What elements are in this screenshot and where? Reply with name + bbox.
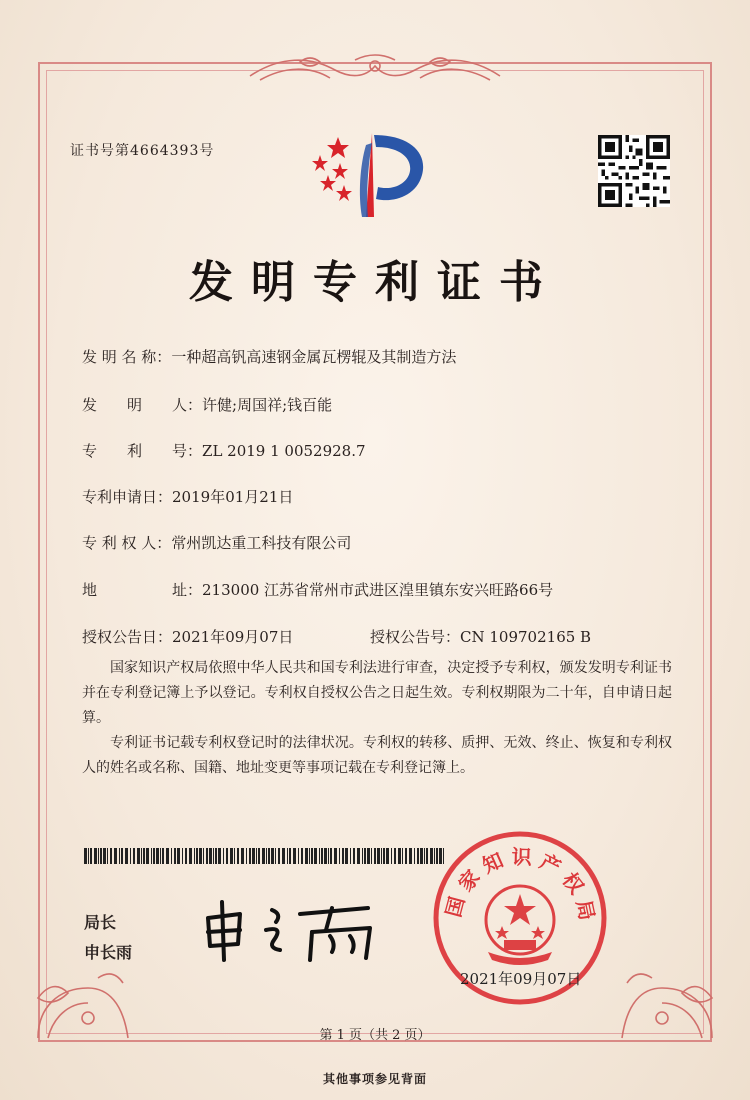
barcode-bar — [133, 848, 135, 864]
barcode-bar — [266, 848, 267, 864]
barcode-bar — [156, 848, 159, 864]
barcode-bar — [203, 848, 204, 864]
barcode-bar — [364, 848, 366, 864]
barcode-bar — [171, 848, 172, 864]
barcode-bar — [319, 848, 320, 864]
barcode-bar — [143, 848, 145, 864]
seal-date: 2021年09月07日 — [460, 970, 582, 988]
barcode-bar — [114, 848, 117, 864]
inventors-value: 许健;周国祥;钱百能 — [202, 396, 333, 414]
director-name: 申长雨 — [84, 943, 133, 962]
barcode-bar — [256, 848, 257, 864]
barcode-bar — [98, 848, 99, 864]
barcode-bar — [218, 848, 221, 864]
barcode-bar — [293, 848, 296, 864]
barcode-bar — [405, 848, 407, 864]
filing-date-value: 2019年01月21日 — [172, 488, 294, 506]
barcode-bar — [226, 848, 228, 864]
barcode-bar — [141, 848, 142, 864]
barcode-bar — [177, 848, 180, 864]
barcode-bar — [213, 848, 214, 864]
barcode-bar — [374, 848, 376, 864]
barcode-bar — [309, 848, 310, 864]
barcode-bar — [151, 848, 152, 864]
barcode-bar — [121, 848, 123, 864]
barcode-bar — [271, 848, 274, 864]
patentee-label: 专 利 权 人： — [82, 534, 172, 552]
barcode-bar — [88, 848, 89, 864]
barcode-bar — [146, 848, 149, 864]
barcode-bar — [420, 848, 423, 864]
barcode-bar — [334, 848, 337, 864]
barcode-bar — [94, 848, 97, 864]
footer-note: 其他事项参见背面 — [322, 1072, 427, 1086]
barcode-bar — [84, 848, 87, 864]
barcode-bar — [196, 848, 198, 864]
barcode-bar — [206, 848, 208, 864]
barcode-bar — [209, 848, 212, 864]
barcode-bar — [103, 848, 106, 864]
invention-name-value: 一种超高钒高速钢金属瓦楞辊及其制造方法 — [171, 348, 457, 366]
barcode-bar — [391, 848, 392, 864]
barcode-bar — [130, 848, 131, 864]
barcode-bar — [301, 848, 303, 864]
director-title: 局长 — [84, 913, 117, 932]
field-inventors — [82, 394, 332, 415]
barcode-bar — [185, 848, 187, 864]
barcode-bar — [249, 848, 251, 864]
barcode-bar — [189, 848, 192, 864]
barcode-bar — [381, 848, 382, 864]
barcode-bar — [339, 848, 340, 864]
patent-no-value: ZL 2019 1 0052928.7 — [202, 442, 366, 460]
field-address — [82, 579, 553, 600]
barcode-bar — [417, 848, 419, 864]
filing-date-label: 专利申请日： — [82, 488, 173, 506]
barcode-bar — [394, 848, 396, 864]
barcode-bar — [199, 848, 202, 864]
seal-text: 国家知识产权局 — [441, 844, 600, 923]
barcode-bar — [258, 848, 260, 864]
grant-no-label: 授权公告号： — [370, 628, 461, 646]
barcode-bar — [160, 848, 161, 864]
certificate-number: 证书号第4664393号 — [70, 143, 215, 159]
barcode-bar — [367, 848, 370, 864]
field-patentee — [82, 532, 351, 553]
barcode-bar — [237, 848, 239, 864]
address-value: 213000 江苏省常州市武进区湟里镇东安兴旺路66号 — [202, 581, 554, 599]
barcode-bar — [426, 848, 428, 864]
barcode-bar — [330, 848, 332, 864]
grant-no-value: CN 109702165 B — [460, 628, 592, 646]
barcode-bar — [409, 848, 412, 864]
field-grant-date — [82, 626, 293, 647]
barcode-bar — [182, 848, 183, 864]
qr-code[interactable] — [598, 135, 670, 207]
barcode-bar — [386, 848, 389, 864]
barcode-bar — [424, 848, 425, 864]
notice-paragraph-2: 专利证书记载专利权登记时的法律状况。专利权的转移、质押、无效、终止、恢复和专利权人的姓名或名称、国籍、地址变更等事项记载在专利登记簿上。 — [82, 735, 672, 776]
top-ornament — [240, 52, 510, 92]
barcode-bar — [398, 848, 401, 864]
barcode-bar — [110, 848, 112, 864]
barcode-bar — [357, 848, 360, 864]
barcode-bar — [194, 848, 195, 864]
cnipa-logo — [300, 125, 430, 225]
barcode-bar — [215, 848, 217, 864]
field-invention-name — [82, 346, 456, 367]
barcode-bar — [90, 848, 92, 864]
certificate-title: 发明专利证书 — [189, 257, 561, 308]
barcode-bar — [414, 848, 415, 864]
barcode-bar — [314, 848, 317, 864]
notice-paragraph-1: 国家知识产权局依照中华人民共和国专利法进行审查，决定授予专利权，颁发发明专利证书并在专利登记簿上予以登记。专利权自授权公告之日起生效。专利权期限为二十年，自申请日起算。 — [82, 660, 672, 726]
barcode-bar — [234, 848, 235, 864]
barcode-bar — [262, 848, 265, 864]
field-grant-no — [370, 626, 591, 647]
grant-date-label: 授权公告日： — [82, 628, 173, 646]
barcode-bar — [345, 848, 348, 864]
barcode-bar — [282, 848, 285, 864]
notice-block — [82, 656, 672, 781]
inventors-label: 发 明 人： — [82, 396, 203, 414]
barcode-bar — [362, 848, 363, 864]
barcode-bar — [252, 848, 255, 864]
barcode-bar — [342, 848, 344, 864]
barcode-bar — [383, 848, 385, 864]
barcode-bar — [287, 848, 288, 864]
invention-name-label: 发 明 名 称： — [82, 348, 172, 366]
barcode-bar — [298, 848, 299, 864]
barcode-bar — [166, 848, 169, 864]
patentee-value: 常州凯达重工科技有限公司 — [171, 534, 352, 552]
barcode-bar — [353, 848, 355, 864]
director-signature — [200, 896, 390, 966]
barcode-bar — [350, 848, 351, 864]
barcode-bar — [125, 848, 128, 864]
barcode-bar — [119, 848, 120, 864]
field-patent-no — [82, 440, 366, 461]
barcode-bar — [275, 848, 276, 864]
page-number: 第 1 页（共 2 页） — [319, 1028, 431, 1043]
barcode-bar — [246, 848, 247, 864]
barcode-bar — [311, 848, 313, 864]
barcode-bar — [162, 848, 164, 864]
barcode-bar — [402, 848, 403, 864]
barcode-bar — [377, 848, 380, 864]
barcode-bar — [174, 848, 176, 864]
barcode-bar — [289, 848, 291, 864]
barcode-bar — [305, 848, 308, 864]
barcode-bar — [328, 848, 329, 864]
barcode-bar — [321, 848, 323, 864]
address-label: 地 址： — [82, 581, 203, 599]
barcode-bar — [324, 848, 327, 864]
barcode-bar — [371, 848, 372, 864]
barcode-bar — [278, 848, 280, 864]
field-filing-date — [82, 486, 293, 507]
barcode-bar — [137, 848, 140, 864]
barcode-bar — [153, 848, 155, 864]
barcode-bar — [100, 848, 102, 864]
barcode-bar — [107, 848, 108, 864]
barcode-bar — [223, 848, 224, 864]
grant-date-value: 2021年09月07日 — [172, 628, 294, 646]
barcode-bar — [268, 848, 270, 864]
barcode-bar — [230, 848, 233, 864]
barcode — [84, 848, 446, 864]
barcode-bar — [241, 848, 244, 864]
patent-no-label: 专 利 号： — [82, 442, 203, 460]
